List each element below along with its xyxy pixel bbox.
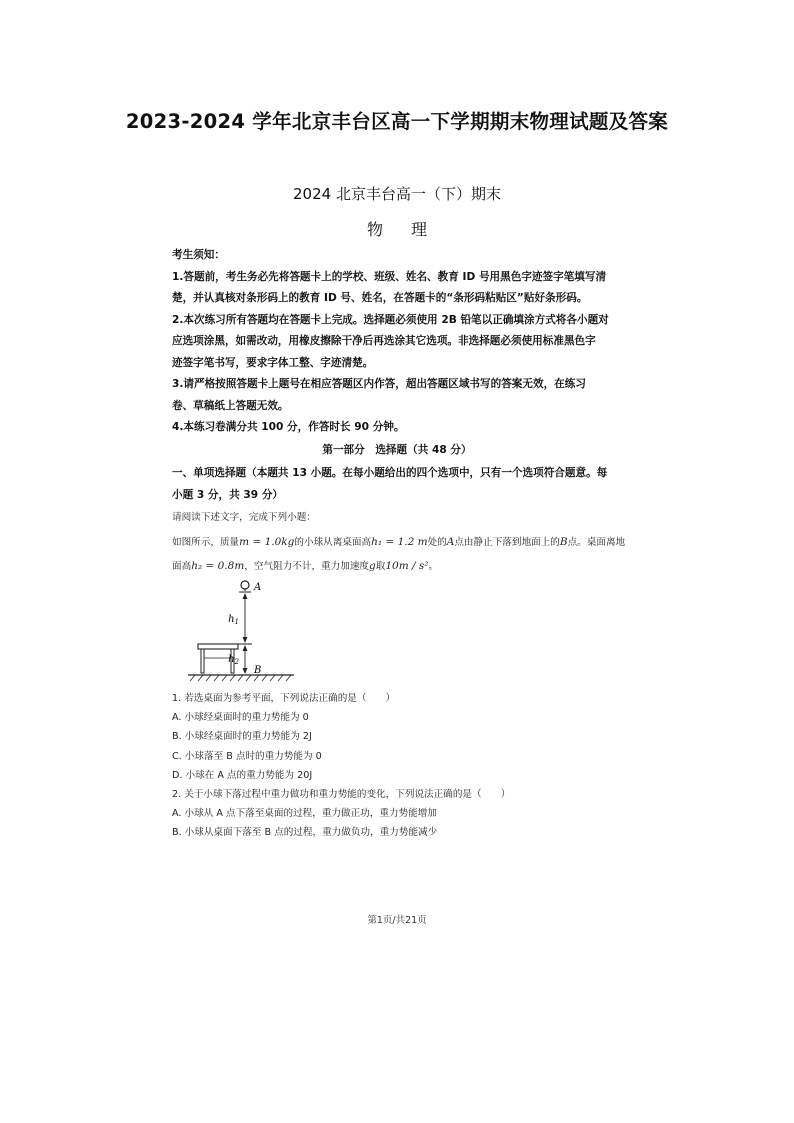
falling-ball-diagram <box>186 578 296 686</box>
label-h2: $h_2$ <box>228 654 239 666</box>
instruction-text: 请阅读下述文字，完成下列小题： <box>172 512 316 523</box>
g-value: 10m / s² <box>385 560 429 572</box>
part1-heading: 第一部分 选择题（共 48 分） <box>322 444 472 456</box>
section-line: 小题 3 分，共 39 分） <box>172 488 284 501</box>
label-h1: $h_1$ <box>228 614 239 626</box>
section-single-choice <box>172 463 632 506</box>
document-title: 2023-2024 学年北京丰台区高一下学期期末物理试题及答案 <box>125 110 669 133</box>
ground-hatching <box>190 675 291 681</box>
exam-notice <box>172 245 632 439</box>
notice-heading: 考生须知： <box>172 249 225 261</box>
section-line: 一、单项选择题（本题共 13 小题。在每小题给出的四个选项中，只有一个选项符合题意。每 <box>172 467 608 479</box>
h2-expr: h₂ = 0.8m <box>191 560 245 572</box>
option-2a: A. 小球从 A 点下落至桌面的过程，重力做正功，重力势能增加 <box>172 808 437 820</box>
h1-expr: h₁ = 1.2 m <box>371 535 428 548</box>
question-list <box>172 689 632 843</box>
notice-line: 4.本练习卷满分共 100 分，作答时长 90 分钟。 <box>172 421 405 433</box>
question-1: 1. 若选桌面为参考平面，下列说法正确的是（ ） <box>172 693 396 704</box>
problem-intro <box>172 507 632 578</box>
option-2b: B. 小球从桌面下落至 B 点的过程，重力做负功，重力势能减少 <box>172 827 438 839</box>
table-top <box>198 644 238 649</box>
notice-line: 2.本次练习所有答题均在答题卡上完成。选择题必须使用 2B 铅笔以正确填涂方式将各小题对 <box>172 313 609 326</box>
exam-subtitle: 2024 北京丰台高一（下）期末 <box>293 185 501 203</box>
option-1a: A. 小球经桌面时的重力势能为 0 <box>172 712 309 724</box>
label-a: A <box>254 582 262 593</box>
problem-line-1: 如图所示，质量m = 1.0kg的小球从离桌面高h₁ = 1.2 m处的A点由静止下落到地面上的B点。桌面离地 <box>172 535 626 548</box>
question-2: 2. 关于小球下落过程中重力做功和重力势能的变化，下列说法正确的是（ ） <box>172 789 511 801</box>
notice-line: 卷、草稿纸上答题无效。 <box>172 399 289 412</box>
mass-expr: m = 1.0kg <box>239 535 295 548</box>
notice-line: 3.请严格按照答题卡上题号在相应答题区内作答，超出答题区域书写的答案无效，在练习 <box>172 378 586 390</box>
ball-icon <box>241 581 249 589</box>
table-leg-left <box>201 649 204 673</box>
label-b: B <box>254 665 262 676</box>
notice-line: 楚，并认真核对条形码上的教育 ID 号、姓名，在答题卡的“条形码粘贴区”贴好条形码。 <box>172 292 588 304</box>
option-1c: C. 小球落至 B 点时的重力势能为 0 <box>172 750 322 762</box>
notice-line: 应选项涂黑，如需改动，用橡皮擦除干净后再选涂其它选项。非选择题必须使用标准黑色字 <box>172 335 596 347</box>
option-1d: D. 小球在 A 点的重力势能为 20J <box>172 769 313 781</box>
problem-line-2: 面高h₂ = 0.8m，空气阻力不计，重力加速度g取10m / s²。 <box>172 560 439 572</box>
page-number: 第1页/共21页 <box>367 915 427 926</box>
option-1b: B. 小球经桌面时的重力势能为 2J <box>172 731 312 743</box>
notice-line: 迹签字笔书写，要求字体工整、字迹清楚。 <box>172 356 374 369</box>
subject-heading: 物理 <box>366 220 455 239</box>
notice-line: 1.答题前，考生务必先将答题卡上的学校、班级、姓名、教育 ID 号用黑色字迹签字笔填写清 <box>172 270 607 283</box>
